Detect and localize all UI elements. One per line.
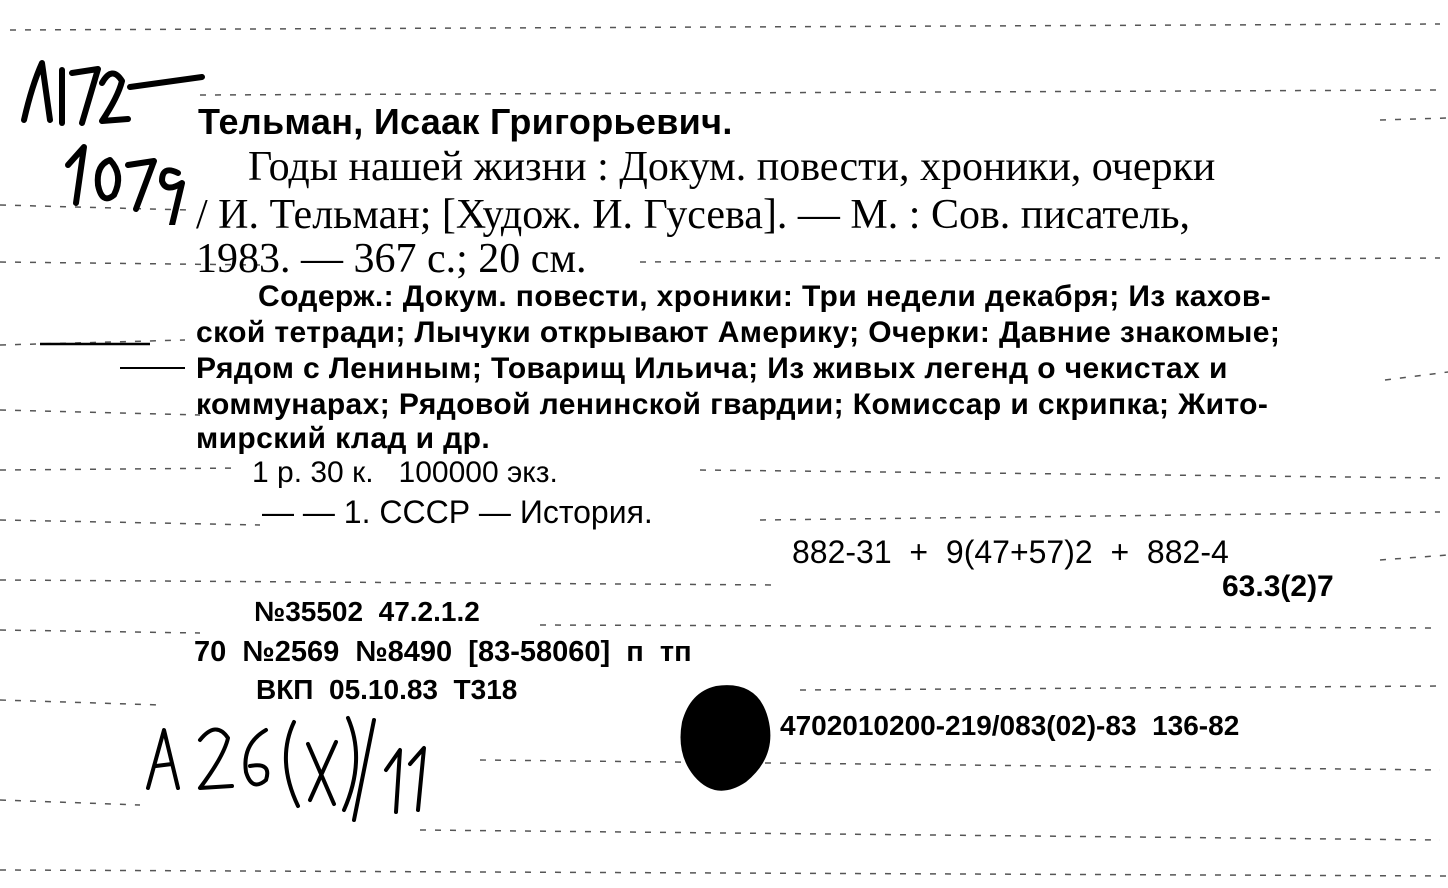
bbk-index: 63.3(2)7	[1222, 570, 1334, 603]
price-line: 1 р. 30 к. 100000 экз.	[252, 456, 558, 489]
subject-line: — — 1. СССР — История.	[262, 494, 653, 530]
acquisition-line-1: №35502 47.2.1.2	[254, 596, 480, 627]
contents-line-2: ской тетради; Лычуки открывают Америку; Очерки: Давние знакомые;	[196, 316, 1281, 349]
title-line-2: / И. Тельман; [Худож. И. Гусева]. — М. : Сов. писатель,	[196, 192, 1191, 238]
contents-line-5: мирский клад и др.	[196, 422, 491, 455]
acquisition-line-3: ВКП 05.10.83 Т318	[256, 674, 518, 705]
handwritten-shelfmark	[10, 25, 220, 225]
contents-line-4: коммунарах; Рядовой ленинской гвардии; Комиссар и скрипка; Жито-	[196, 388, 1269, 421]
title-line-1: Годы нашей жизни : Докум. повести, хроники, очерки	[248, 144, 1216, 190]
classification-index: 882-31 + 9(47+57)2 + 882-4	[792, 534, 1229, 570]
punch-hole	[670, 678, 790, 798]
code-line: 4702010200-219/083(02)-83 136-82	[780, 710, 1240, 741]
contents-line-1: Содерж.: Докум. повести, хроники: Три недели декабря; Из кахов-	[258, 280, 1272, 313]
author-heading: Тельман, Исаак Григорьевич.	[198, 101, 733, 142]
acquisition-line-2: 70 №2569 №8490 [83-58060] п тп	[194, 636, 692, 668]
handwritten-inventory-mark	[138, 700, 448, 830]
title-line-3: 1983. — 367 с.; 20 см.	[196, 236, 587, 282]
contents-line-3: Рядом с Лениным; Товарищ Ильича; Из живых легенд о чекистах и	[196, 352, 1228, 385]
